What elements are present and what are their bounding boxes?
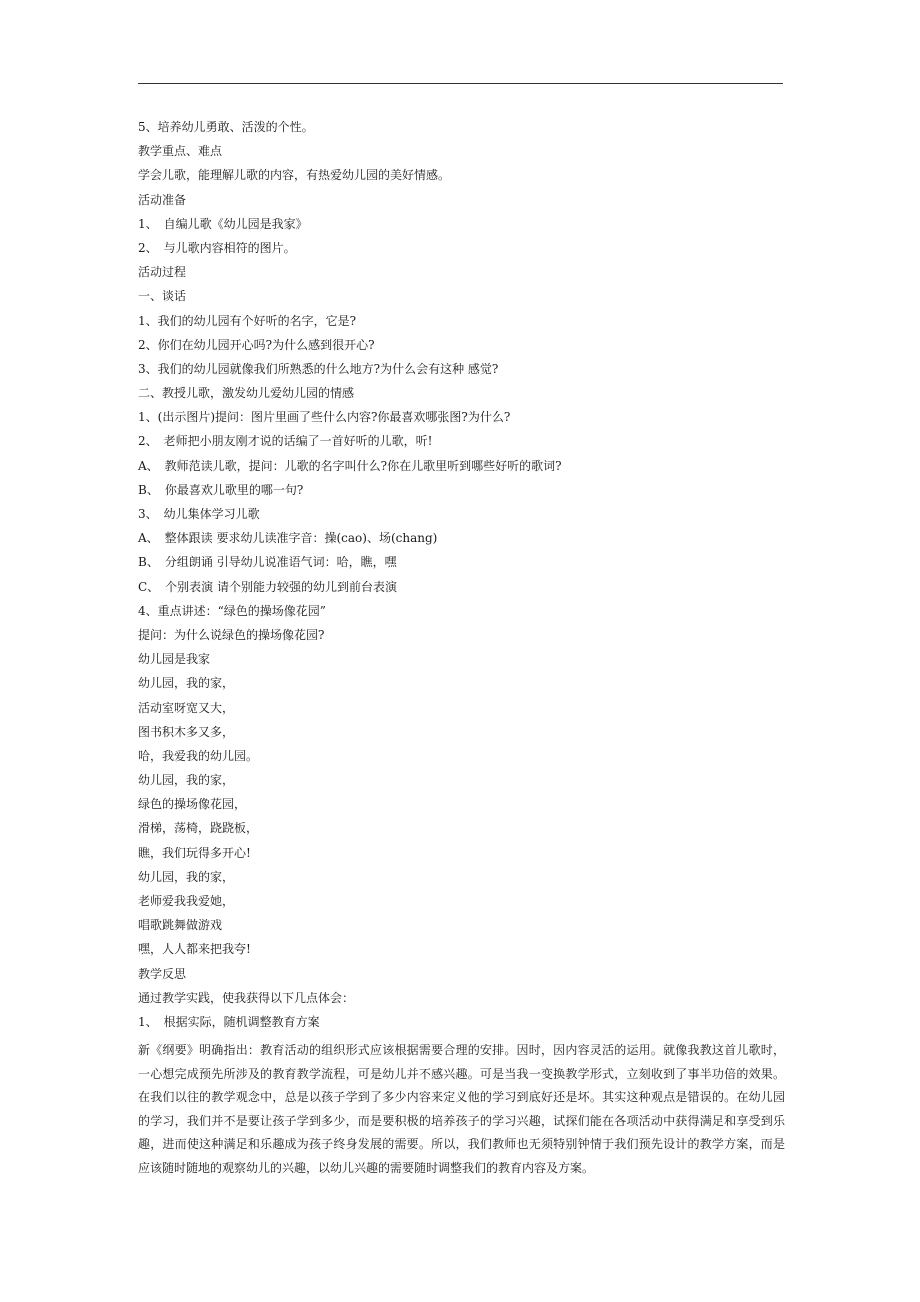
poem-line: 唱歌跳舞做游戏	[138, 918, 223, 933]
list-item: 4、重点讲述：“绿色的操场像花园”	[138, 603, 326, 618]
list-item: 2、 老师把小朋友刚才说的话编了一首好听的儿歌，听!	[138, 434, 433, 449]
text-line: 学会儿歌，能理解儿歌的内容，有热爱幼儿园的美好情感。	[138, 168, 451, 183]
subsection-heading: 二、教授儿歌，激发幼儿爱幼儿园的情感	[138, 386, 355, 401]
list-item: B、 分组朗诵 引导幼儿说准语气词：哈，瞧，嘿	[138, 555, 397, 570]
list-item: 3、我们的幼儿园就像我们所熟悉的什么地方?为什么会有这种 感觉?	[138, 361, 499, 376]
list-item: 1、我们的幼儿园有个好听的名字，它是?	[138, 313, 357, 328]
poem-line: 老师爱我我爱她，	[138, 894, 235, 908]
list-item: B、 你最喜欢儿歌里的哪一句?	[138, 482, 304, 497]
header-rule	[138, 83, 783, 84]
subsection-heading: 一、谈话	[138, 289, 187, 304]
poem-line: 绿色的操场像花园，	[138, 797, 247, 812]
list-item: 1、 自编儿歌《幼儿园是我家》	[138, 216, 308, 231]
section-heading: 教学反思	[138, 966, 187, 981]
poem-line: 嘿，人人都来把我夸!	[138, 942, 251, 957]
poem-line: 瞧，我们玩得多开心!	[138, 845, 251, 860]
text-line: 5、培养幼儿勇敢、活泼的个性。	[138, 120, 314, 134]
section-heading: 活动准备	[138, 192, 187, 207]
poem-line: 滑梯，荡椅，跷跷板，	[138, 821, 259, 836]
list-item: C、 个别表演 请个别能力较强的幼儿到前台表演	[138, 579, 397, 594]
list-item: 2、你们在幼儿园开心吗?为什么感到很开心?	[138, 337, 375, 352]
text-line: 通过教学实践，使我获得以下几点体会：	[138, 990, 355, 1005]
list-item: 2、 与儿歌内容相符的图片。	[138, 240, 296, 255]
poem-line: 幼儿园，我的家，	[138, 869, 235, 884]
list-item: A、 整体跟读 要求幼儿读准字音：操(cao)、场(chang)	[138, 531, 438, 546]
poem-line: 活动室呀宽又大，	[138, 700, 235, 715]
reflection-paragraph: 新《纲要》明确指出：教育活动的组织形式应该根据需要合理的安排。因时，因内容灵活的运用。就像我教这首儿歌时，一心想完成预先所涉及的教育教学流程，可是幼儿并不感兴趣。可是当我一变换教学形式，立刻收到了事半功倍的效果。在我们以往的教学观念中，总是以孩子学到了多少内容来定义他的学习到底好还是坏。其实这种观点是错误的。在幼儿园的学习，我们并不是要让孩子学到多少，而是要积极的培养孩子的学习兴趣，试探们能在各项活动中获得满足和享受到乐趣，进而使这种满足和乐趣成为孩子终身发展的需要。所以，我们教师也无须特别钟情于我们预先设计的教学方案，而是应该随时随地的观察幼儿的兴趣，以幼儿兴趣的需要随时调整我们的教育内容及方案。	[138, 1043, 785, 1175]
list-item: 1、 根据实际，随机调整教育方案	[138, 1014, 320, 1029]
section-heading: 活动过程	[138, 265, 187, 280]
poem-title: 幼儿园是我家	[138, 652, 211, 667]
poem-line: 图书积木多又多，	[138, 724, 235, 739]
poem-line: 幼儿园，我的家，	[138, 676, 235, 691]
poem-line: 幼儿园，我的家，	[138, 773, 235, 788]
poem-line: 哈，我爱我的幼儿园。	[138, 748, 259, 763]
section-heading: 教学重点、难点	[138, 144, 223, 159]
list-item: 1、(出示图片)提问：图片里画了些什么内容?你最喜欢哪张图?为什么?	[138, 410, 511, 425]
document-body	[138, 115, 788, 1180]
text-line: 提问：为什么说绿色的操场像花园?	[138, 627, 325, 642]
list-item: A、 教师范读儿歌，提问：儿歌的名字叫什么?你在儿歌里听到哪些好听的歌词?	[138, 458, 562, 473]
list-item: 3、 幼儿集体学习儿歌	[138, 507, 260, 521]
